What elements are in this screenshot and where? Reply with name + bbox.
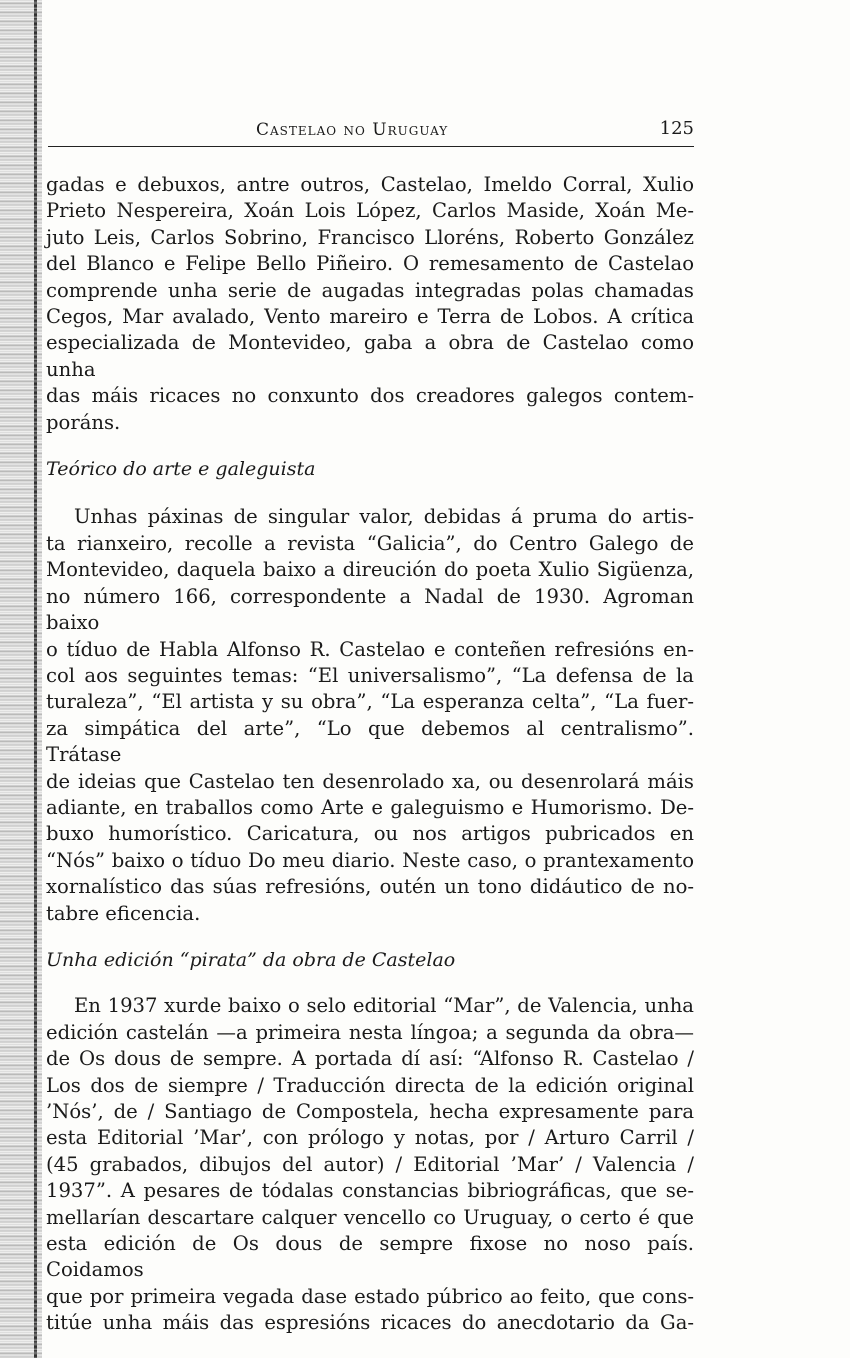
running-title: Castelao no Uruguay [256,120,449,140]
paragraph-artists [46,172,694,436]
text-line: tabre eficencia. [46,901,201,925]
text-line: no número 166, correspondente a Nadal de 1930. Agroman baixo [46,584,694,635]
text-line: de Os dous de sempre. A portada dí así: “Alfonso R. Castelao / [46,1047,694,1071]
text-line: Montevideo, daquela baixo a direución do poeta Xulio Sigüenza, [46,558,694,582]
text-line: ’Nós’, de / Santiago de Compostela, hecha expresamente para [46,1100,694,1123]
section-heading-theorist: Teórico do arte e galeguista [46,458,316,481]
text-line: adiante, en traballos como Arte e galeguismo e Humorismo. De- [46,795,694,819]
section-heading-pirate-edition: Unha edición “pirata” da obra de Castelao [46,948,456,971]
text-line: Unhas páxinas de singular valor, debidas á pruma do artis- [74,505,694,529]
text-line: buxo humorístico. Caricatura, ou nos artigos pubricados en [46,822,694,846]
text-line: das máis ricaces no conxunto dos creadores galegos contem- [46,384,694,408]
text-line: ta rianxeiro, recolle a revista “Galicia”, do Centro Galego de [46,531,694,555]
page-number: 125 [659,118,694,139]
text-line: col aos seguintes temas: “El universalismo”, “La defensa de la [46,663,694,687]
text-line: gadas e debuxos, antre outros, Castelao, Imeldo Corral, Xulio [46,173,694,196]
text-line: que por primeira vegada dase estado púbrico ao feito, que cons- [46,1284,694,1308]
text-line: En 1937 xurde baixo o selo editorial “Mar”, de Valencia, unha [74,994,694,1018]
text-line: (45 grabados, dibujos del autor) / Editorial ’Mar’ / Valencia / [46,1152,694,1176]
text-line: mellarían descartare calquer vencello co Uruguay, o certo é que [46,1205,694,1229]
text-line: comprende unha serie de augadas integradas polas chamadas [46,278,694,302]
text-line: esta Editorial ’Mar’, con prólogo y notas, por / Arturo Carril / [46,1126,694,1150]
text-line: edición castelán —a primeira nesta língoa; a segunda da obra— [46,1020,694,1044]
text-line: del Blanco e Felipe Bello Piñeiro. O remesamento de Castelao [46,252,694,276]
paragraph-galicia-magazine [46,504,694,927]
text-line: Cegos, Mar avalado, Vento mareiro e Terra de Lobos. A crítica [46,305,694,329]
text-line: juto Leis, Carlos Sobrino, Francisco Lloréns, Roberto González [46,225,694,249]
text-line: “Nós” baixo o tíduo Do meu diario. Neste caso, o prantexamento [46,848,694,872]
text-line: xornalístico das súas refresións, outén un tono didáutico de no- [46,875,694,899]
text-line: especializada de Montevideo, gaba a obra de Castelao como unha [46,331,694,381]
text-line: za simpática del arte”, “Lo que debemos al centralismo”. Trátase [46,716,694,767]
page-header [48,116,694,147]
text-line: poráns. [46,410,121,434]
page-gutter-edge [34,0,37,1358]
text-line: titúe unha máis das espresións ricaces do anecdotario da Ga- [46,1311,694,1335]
text-line: Prieto Nespereira, Xoán Lois López, Carlos Maside, Xoán Me- [46,199,694,223]
text-line: de ideias que Castelao ten desenrolado xa, ou desenrolará máis [46,769,694,793]
text-line: esta edición de Os dous de sempre fixose no noso país. Coidamos [46,1232,694,1282]
paragraph-mar-edition [46,993,694,1336]
text-line: Los dos de siempre / Traducción directa de la edición original [46,1073,694,1097]
text-line: 1937”. A pesares de tódalas constancias bibriográficas, que se- [46,1179,694,1203]
text-line: turaleza”, “El artista y su obra”, “La esperanza celta”, “La fuer- [46,690,694,714]
text-line: o tíduo de Habla Alfonso R. Castelao e conteñen refresións en- [46,637,694,661]
page-body [46,172,694,1337]
